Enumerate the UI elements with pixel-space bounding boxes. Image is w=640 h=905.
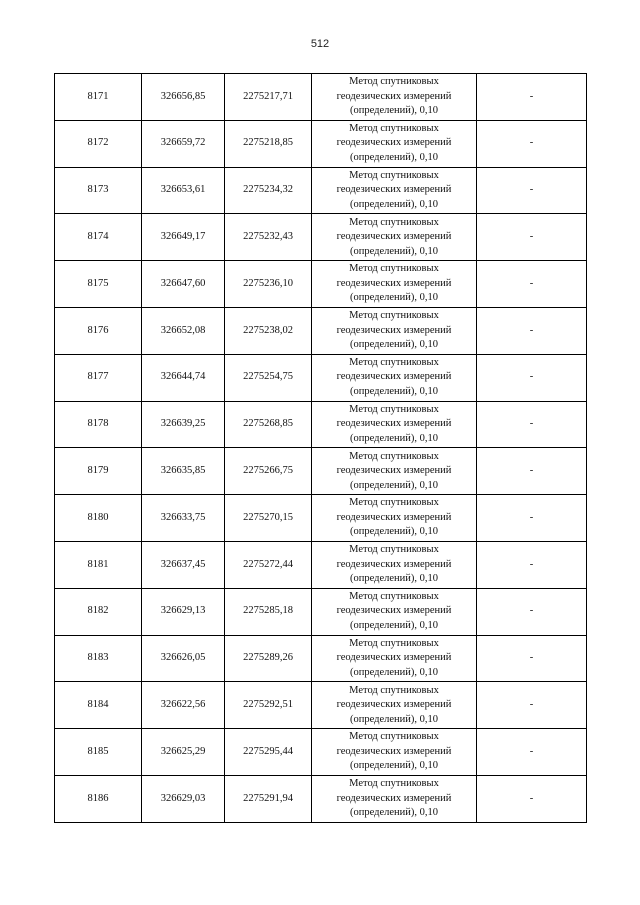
point-number-cell: 8175 bbox=[55, 261, 142, 308]
x-coordinate-cell: 326637,45 bbox=[142, 541, 225, 588]
method-line: Метод спутниковых bbox=[349, 778, 439, 790]
method-line: Метод спутниковых bbox=[349, 216, 439, 228]
method-cell bbox=[312, 541, 477, 588]
point-number-cell: 8184 bbox=[55, 682, 142, 729]
note-cell: - bbox=[477, 541, 587, 588]
method-cell bbox=[312, 354, 477, 401]
table-row bbox=[55, 775, 587, 822]
method-line: (определений), 0,10 bbox=[349, 479, 439, 491]
method-cell bbox=[312, 167, 477, 214]
method-line: геодезических измерений bbox=[336, 511, 452, 523]
method-line: геодезических измерений bbox=[336, 90, 452, 102]
x-coordinate-cell: 326659,72 bbox=[142, 120, 225, 167]
method-line: геодезических измерений bbox=[336, 277, 452, 289]
table-row bbox=[55, 354, 587, 401]
method-line: геодезических измерений bbox=[336, 137, 452, 149]
note-cell: - bbox=[477, 401, 587, 448]
x-coordinate-cell: 326622,56 bbox=[142, 682, 225, 729]
x-coordinate-cell: 326639,25 bbox=[142, 401, 225, 448]
method-line: (определений), 0,10 bbox=[349, 198, 439, 210]
note-cell: - bbox=[477, 167, 587, 214]
x-coordinate-cell: 326625,29 bbox=[142, 729, 225, 776]
table-row bbox=[55, 729, 587, 776]
method-cell bbox=[312, 682, 477, 729]
method-line: (определений), 0,10 bbox=[349, 385, 439, 397]
x-coordinate-cell: 326647,60 bbox=[142, 261, 225, 308]
method-cell bbox=[312, 729, 477, 776]
method-line: геодезических измерений bbox=[336, 418, 452, 430]
method-line: (определений), 0,10 bbox=[349, 666, 439, 678]
point-number-cell: 8174 bbox=[55, 214, 142, 261]
method-cell bbox=[312, 401, 477, 448]
point-number-cell: 8185 bbox=[55, 729, 142, 776]
method-line: Метод спутниковых bbox=[349, 497, 439, 509]
method-line: (определений), 0,10 bbox=[349, 105, 439, 117]
table-row bbox=[55, 635, 587, 682]
method-cell bbox=[312, 120, 477, 167]
method-line: геодезических измерений bbox=[336, 558, 452, 570]
note-cell: - bbox=[477, 775, 587, 822]
method-line: (определений), 0,10 bbox=[349, 713, 439, 725]
method-line: геодезических измерений bbox=[336, 371, 452, 383]
method-cell bbox=[312, 448, 477, 495]
note-cell: - bbox=[477, 448, 587, 495]
point-number-cell: 8178 bbox=[55, 401, 142, 448]
page-number: 512 bbox=[310, 38, 330, 50]
method-line: Метод спутниковых bbox=[349, 637, 439, 649]
point-number-cell: 8183 bbox=[55, 635, 142, 682]
method-line: (определений), 0,10 bbox=[349, 432, 439, 444]
method-cell bbox=[312, 635, 477, 682]
note-cell: - bbox=[477, 682, 587, 729]
method-cell bbox=[312, 307, 477, 354]
method-line: (определений), 0,10 bbox=[349, 292, 439, 304]
point-number-cell: 8177 bbox=[55, 354, 142, 401]
y-coordinate-cell: 2275236,10 bbox=[225, 261, 312, 308]
y-coordinate-cell: 2275270,15 bbox=[225, 495, 312, 542]
table-row bbox=[55, 401, 587, 448]
method-line: Метод спутниковых bbox=[349, 169, 439, 181]
method-line: Метод спутниковых bbox=[349, 544, 439, 556]
table-row bbox=[55, 541, 587, 588]
method-cell bbox=[312, 588, 477, 635]
table-row bbox=[55, 261, 587, 308]
table-row bbox=[55, 214, 587, 261]
note-cell: - bbox=[477, 120, 587, 167]
y-coordinate-cell: 2275234,32 bbox=[225, 167, 312, 214]
y-coordinate-cell: 2275285,18 bbox=[225, 588, 312, 635]
method-line: Метод спутниковых bbox=[349, 684, 439, 696]
y-coordinate-cell: 2275291,94 bbox=[225, 775, 312, 822]
y-coordinate-cell: 2275217,71 bbox=[225, 74, 312, 121]
x-coordinate-cell: 326653,61 bbox=[142, 167, 225, 214]
y-coordinate-cell: 2275218,85 bbox=[225, 120, 312, 167]
note-cell: - bbox=[477, 495, 587, 542]
method-line: геодезических измерений bbox=[336, 605, 452, 617]
x-coordinate-cell: 326629,13 bbox=[142, 588, 225, 635]
point-number-cell: 8180 bbox=[55, 495, 142, 542]
method-line: Метод спутниковых bbox=[349, 403, 439, 415]
method-line: Метод спутниковых bbox=[349, 76, 439, 88]
y-coordinate-cell: 2275254,75 bbox=[225, 354, 312, 401]
method-line: геодезических измерений bbox=[336, 231, 452, 243]
coordinates-table bbox=[54, 73, 587, 823]
table-row bbox=[55, 307, 587, 354]
method-line: геодезических измерений bbox=[336, 745, 452, 757]
method-cell bbox=[312, 495, 477, 542]
x-coordinate-cell: 326633,75 bbox=[142, 495, 225, 542]
note-cell: - bbox=[477, 261, 587, 308]
y-coordinate-cell: 2275289,26 bbox=[225, 635, 312, 682]
method-cell bbox=[312, 214, 477, 261]
table-row bbox=[55, 74, 587, 121]
point-number-cell: 8171 bbox=[55, 74, 142, 121]
method-line: (определений), 0,10 bbox=[349, 619, 439, 631]
method-line: Метод спутниковых bbox=[349, 590, 439, 602]
point-number-cell: 8173 bbox=[55, 167, 142, 214]
note-cell: - bbox=[477, 635, 587, 682]
x-coordinate-cell: 326649,17 bbox=[142, 214, 225, 261]
y-coordinate-cell: 2275295,44 bbox=[225, 729, 312, 776]
y-coordinate-cell: 2275266,75 bbox=[225, 448, 312, 495]
method-line: Метод спутниковых bbox=[349, 356, 439, 368]
method-line: (определений), 0,10 bbox=[349, 245, 439, 257]
note-cell: - bbox=[477, 729, 587, 776]
x-coordinate-cell: 326652,08 bbox=[142, 307, 225, 354]
table-row bbox=[55, 682, 587, 729]
method-line: Метод спутниковых bbox=[349, 450, 439, 462]
method-line: (определений), 0,10 bbox=[349, 760, 439, 772]
note-cell: - bbox=[477, 307, 587, 354]
y-coordinate-cell: 2275292,51 bbox=[225, 682, 312, 729]
method-line: геодезических измерений bbox=[336, 184, 452, 196]
x-coordinate-cell: 326626,05 bbox=[142, 635, 225, 682]
table-row bbox=[55, 120, 587, 167]
point-number-cell: 8172 bbox=[55, 120, 142, 167]
point-number-cell: 8176 bbox=[55, 307, 142, 354]
x-coordinate-cell: 326629,03 bbox=[142, 775, 225, 822]
table-row bbox=[55, 495, 587, 542]
table-row bbox=[55, 167, 587, 214]
note-cell: - bbox=[477, 214, 587, 261]
y-coordinate-cell: 2275232,43 bbox=[225, 214, 312, 261]
x-coordinate-cell: 326644,74 bbox=[142, 354, 225, 401]
method-line: геодезических измерений bbox=[336, 699, 452, 710]
point-number-cell: 8181 bbox=[55, 541, 142, 588]
method-line: Метод спутниковых bbox=[349, 731, 439, 743]
x-coordinate-cell: 326635,85 bbox=[142, 448, 225, 495]
point-number-cell: 8186 bbox=[55, 775, 142, 822]
method-line: (определений), 0,10 bbox=[349, 807, 439, 819]
note-cell: - bbox=[477, 588, 587, 635]
method-cell bbox=[312, 74, 477, 121]
x-coordinate-cell: 326656,85 bbox=[142, 74, 225, 121]
method-line: геодезических измерений bbox=[336, 792, 452, 804]
point-number-cell: 8179 bbox=[55, 448, 142, 495]
table-row bbox=[55, 588, 587, 635]
note-cell: - bbox=[477, 354, 587, 401]
coordinates-table-body bbox=[55, 74, 587, 823]
method-line: Метод спутниковых bbox=[349, 263, 439, 275]
method-line: (определений), 0,10 bbox=[349, 339, 439, 351]
y-coordinate-cell: 2275268,85 bbox=[225, 401, 312, 448]
method-line: геодезических измерений bbox=[336, 652, 452, 664]
method-cell bbox=[312, 775, 477, 822]
y-coordinate-cell: 2275272,44 bbox=[225, 541, 312, 588]
method-line: геодезических измерений bbox=[336, 324, 452, 336]
method-cell bbox=[312, 261, 477, 308]
table-row bbox=[55, 448, 587, 495]
note-cell: - bbox=[477, 74, 587, 121]
point-number-cell: 8182 bbox=[55, 588, 142, 635]
y-coordinate-cell: 2275238,02 bbox=[225, 307, 312, 354]
method-line: геодезических измерений bbox=[336, 465, 452, 477]
method-line: (определений), 0,10 bbox=[349, 573, 439, 585]
method-line: Метод спутниковых bbox=[349, 310, 439, 322]
method-line: Метод спутниковых bbox=[349, 122, 439, 134]
method-line: (определений), 0,10 bbox=[349, 151, 439, 163]
method-line: (определений), 0,10 bbox=[349, 526, 439, 538]
